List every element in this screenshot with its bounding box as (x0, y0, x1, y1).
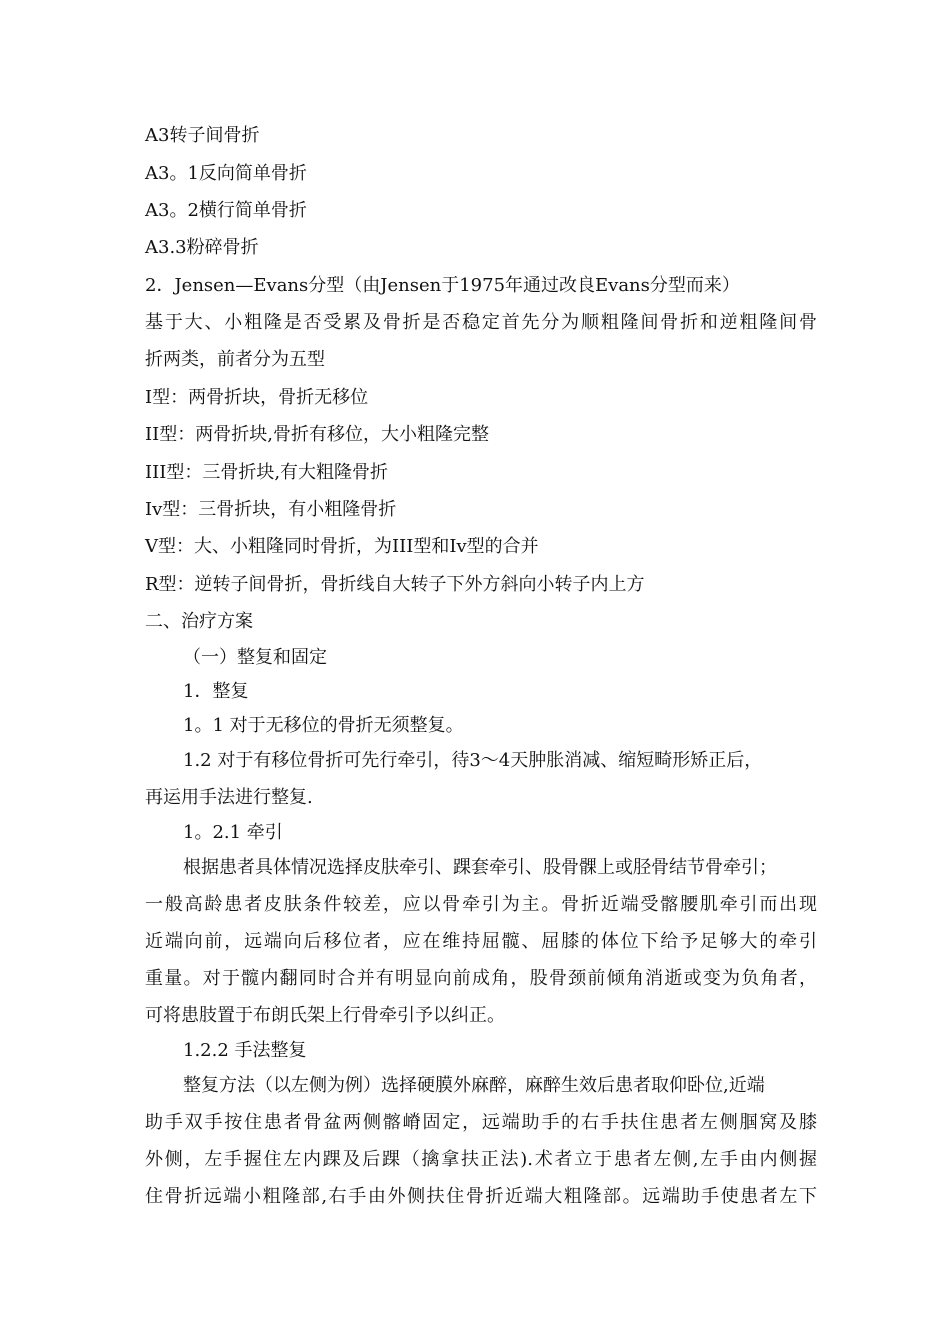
type-r: R型：逆转子间骨折，骨折线自大转子下外方斜向小转子内上方 (145, 574, 645, 595)
line-a3: A3转子间骨折 (145, 125, 260, 146)
paragraph-line: 住骨折远端小粗隆部,右手由外侧扶住骨折近端大粗隆部。远端助手使患者左下 (145, 1186, 817, 1207)
paragraph-line: 助手双手按住患者骨盆两侧髂嵴固定，远端助手的右手扶住患者左侧腘窝及膝 (145, 1112, 817, 1133)
line-a3-2: A3。2横行简单骨折 (145, 200, 307, 221)
paragraph-line: 基于大、小粗隆是否受累及骨折是否稳定首先分为顺粗隆间骨折和逆粗隆间骨 (145, 312, 817, 333)
type-iv: Iv型：三骨折块，有小粗隆骨折 (145, 499, 397, 520)
paragraph-line: 再运用手法进行整复. (145, 787, 313, 808)
paragraph-line: 近端向前，远端向后移位者，应在维持屈髋、屈膝的体位下给予足够大的牵引 (145, 931, 817, 952)
subsection-heading: 1。2.1 牵引 (183, 822, 283, 843)
paragraph-line: 重量。对于髋内翻同时合并有明显向前成角，股骨颈前倾角消逝或变为负角者， (145, 968, 817, 989)
section-heading: 二、治疗方案 (145, 611, 253, 632)
subsection-heading: 1．整复 (183, 681, 249, 702)
paragraph-line: 1。1 对于无移位的骨折无须整复。 (183, 715, 464, 736)
line-a3-1: A3。1反向简单骨折 (145, 163, 307, 184)
paragraph-line: 折两类，前者分为五型 (145, 349, 325, 370)
type-ii: II型：两骨折块,骨折有移位，大小粗隆完整 (145, 424, 489, 445)
paragraph-line: 可将患肢置于布朗氏架上行骨牵引予以纠正。 (145, 1005, 505, 1026)
paragraph-line: 外侧，左手握住左内踝及后踝（擒拿扶正法).术者立于患者左侧,左手由内侧握 (145, 1149, 817, 1170)
type-v: V型：大、小粗隆同时骨折，为III型和Iv型的合并 (145, 536, 539, 557)
paragraph-line: 根据患者具体情况选择皮肤牵引、踝套牵引、股骨髁上或胫骨结节骨牵引； (183, 857, 777, 878)
paragraph-line: 整复方法（以左侧为例）选择硬膜外麻醉，麻醉生效后患者取仰卧位,近端 (183, 1075, 765, 1096)
type-iii: III型：三骨折块,有大粗隆骨折 (145, 462, 389, 483)
heading-jensen-evans: 2．Jensen—Evans分型（由Jensen于1975年通过改良Evans分型而来） (145, 275, 740, 296)
subsection-heading: （一）整复和固定 (183, 647, 327, 668)
paragraph-line: 1.2 对于有移位骨折可先行牵引，待3～4天肿胀消减、缩短畸形矫正后， (183, 750, 763, 771)
type-i: I型：两骨折块，骨折无移位 (145, 387, 369, 408)
subsection-heading: 1.2.2 手法整复 (183, 1040, 307, 1061)
line-a3-3: A3.3粉碎骨折 (145, 237, 259, 258)
paragraph-line: 一般高龄患者皮肤条件较差，应以骨牵引为主。骨折近端受髂腰肌牵引而出现 (145, 894, 817, 915)
